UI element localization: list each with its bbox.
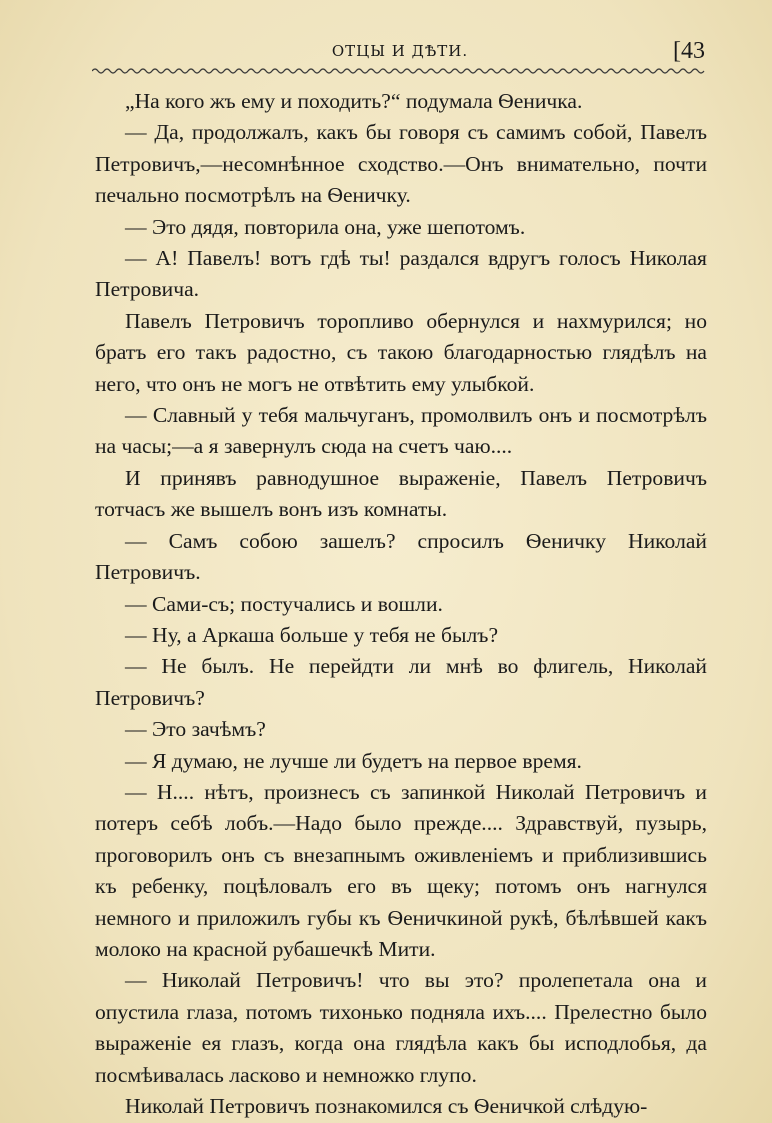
paragraph: — Сами-съ; постучались и вошли. bbox=[125, 591, 443, 616]
paragraph: Павелъ Петровичъ торопливо обернулся и нахмурился; но братъ его такъ радостно, съ такою благодарностью глядѣлъ на него, что онъ не могъ не отвѣтить ему улыбкой. bbox=[95, 308, 707, 396]
paragraph: — Н.... нѣтъ, произнесъ съ запинкой Николай Петровичъ и потеръ себѣ лобъ.—Надо было прежде.... Здравствуй, пузырь, проговорилъ онъ съ внезапнымъ оживленіемъ и приблизившись къ ребенку, поцѣловалъ его въ щеку; потомъ онъ нагнулся немного и приложилъ губы къ Ѳеничкиной рукѣ, бѣлѣвшей какъ молоко на красной рубашечкѣ Мити. bbox=[95, 779, 707, 961]
header-ornament-rule bbox=[92, 66, 707, 76]
paragraph: „На кого жъ ему и походить?“ подумала Ѳеничка. bbox=[125, 89, 583, 113]
paragraph: — Самъ собою зашелъ? спросилъ Ѳеничку Николай Петровичъ. bbox=[95, 528, 707, 585]
paragraph: — Не былъ. Не перейдти ли мнѣ во флигель, Николай Петровичъ? bbox=[95, 654, 707, 710]
paragraph: — Это зачѣмъ? bbox=[125, 717, 266, 742]
paragraph: И принявъ равнодушное выраженіе, Павелъ Петровичъ тотчасъ же вышелъ вонъ изъ комнаты. bbox=[95, 465, 707, 522]
paragraph: — Да, продолжалъ, какъ бы говоря съ самимъ собой, Павелъ Петровичъ,—несомнѣнное сходство.—Онъ внимательно, почти печально посмотрѣлъ на Ѳеничку. bbox=[95, 120, 707, 208]
running-title: ОТЦЫ И ДѢТИ. bbox=[331, 42, 469, 60]
body-text bbox=[95, 86, 707, 1122]
page-header bbox=[95, 38, 705, 68]
paragraph: — Я думаю, не лучше ли будетъ на первое время. bbox=[125, 748, 582, 773]
paragraph: — Ну, а Аркаша больше у тебя не былъ? bbox=[125, 622, 499, 647]
paragraph: — Это дядя, повторила она, уже шепотомъ. bbox=[125, 214, 526, 239]
paragraph: — А! Павелъ! вотъ гдѣ ты! раздался вдругъ голосъ Николая Петровича. bbox=[95, 246, 707, 302]
paragraph: — Славный у тебя мальчуганъ, промолвилъ онъ и посмотрѣлъ на часы;—а я завернулъ сюда на счетъ чаю.... bbox=[95, 403, 707, 459]
page-number: [43 bbox=[673, 38, 705, 64]
paragraph: Николай Петровичъ познакомился съ Ѳеничкой слѣдую- bbox=[125, 1094, 648, 1118]
paragraph: — Николай Петровичъ! что вы это? пролепетала она и опустила глаза, потомъ тихонько подняла ихъ.... Прелестно было выраженіе ея глазъ, когда она глядѣла какъ бы исподлобья, да посмѣивалась ласково и немножко глупо. bbox=[95, 968, 707, 1087]
